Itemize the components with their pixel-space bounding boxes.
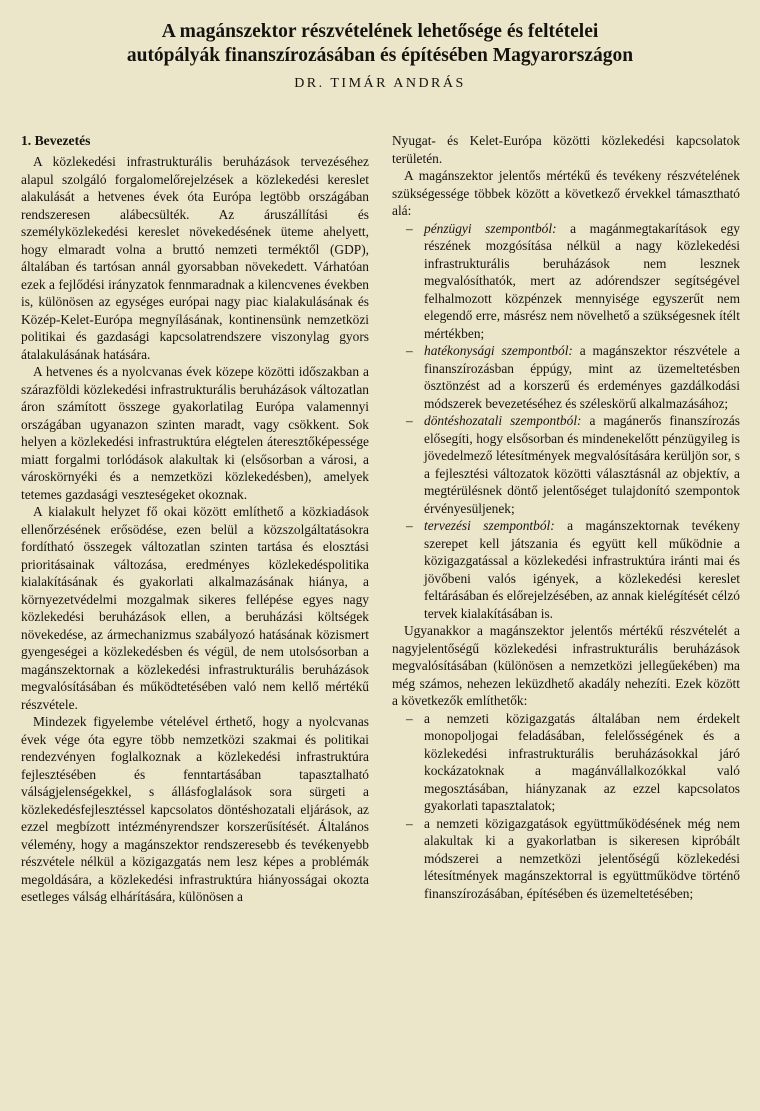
list-dash: – xyxy=(406,518,413,533)
article-title xyxy=(40,20,720,68)
list-item xyxy=(392,412,740,517)
list-item xyxy=(392,220,740,343)
right-column xyxy=(392,132,740,902)
list-dash: – xyxy=(406,413,413,428)
paragraph: A hetvenes és a nyolcvanas évek közepe közötti időszakban a szárazföldi közlekedési infrastrukturális beruházások változatlan áron számított összege gyakorlatilag Európa valamennyi országában ugyanazon szinten maradt, vagy csökkent. Sok helyen a közlekedési infrastruktúra elégtelen áteresztőképessége miatt forgalmi torlódások alakultak ki (elsősorban a városi, a városkörnyéki és a nemzetközi közlekedésben), amelyek tetemes gazdasági veszteségeket okoznak. xyxy=(21,364,369,502)
author: DR. TIMÁR ANDRÁS xyxy=(294,76,466,91)
argument-text: a magánerős finanszírozás elősegíti, hogy elsősorban és mindenekelőtt pénzügyileg is jövedelmező létesítmények megvalósítására kerüljön sor, s a fejlesztési változatok közötti választásnál az objektív, a megtérülésnek döntő jelentőséget tulajdonító szempontok érvényesüljenek; xyxy=(424,413,740,516)
list-dash: – xyxy=(406,710,413,726)
argument-text: a magánmegtakarítások egy részének mozgósítása nélkül a nagy közlekedési infrastrukturális beruházások nem lesznek megvalósíthatók, mert az adórendszer segítségével felhalmozott közpénzek mennyisége egyszerűt nem elegendő erre, másrész nem növelhető a szükségesnek ítélt mértékben; xyxy=(424,220,740,341)
list-dash: – xyxy=(406,815,413,831)
list-dash: – xyxy=(406,220,413,236)
argument-label: hatékonysági szempontból: xyxy=(424,343,573,358)
paragraph: Ugyanakkor a magánszektor jelentős mértékű részvételét a nagyjelentőségű közlekedési infrastrukturális beruházások megvalósításában (különösen a nemzetközi jellegűekében) ma még számos, nehezen leküzdhető akadály nehezíti. Ezek között a következők említhetők: xyxy=(392,623,740,708)
paragraph: A magánszektor jelentős mértékű és tevékeny részvételének szükségessége többek között a következő érvekkel támasztható alá: xyxy=(392,168,740,218)
list-dash: – xyxy=(406,343,413,358)
obstacle-text: a nemzeti közigazgatás általában nem érdekelt monopoljogai feladásában, felelősségének és a közlekedési infrastrukturális beruházásokkal járó kockázatoknak a magánvállalkozókkal való megosztásában, hiányzanak az ezzel kapcsolatos gyakorlati tapasztalatok; xyxy=(424,710,740,813)
list-item xyxy=(392,342,740,412)
argument-label: döntéshozatali szempontból: xyxy=(424,413,582,428)
obstacles-list xyxy=(392,710,740,903)
section-heading: 1. Bevezetés xyxy=(21,133,91,148)
arguments-list xyxy=(392,220,740,623)
list-item xyxy=(392,710,740,815)
argument-label: tervezési szempontból: xyxy=(424,518,555,533)
argument-text: a magánszektor részvétele a finanszírozásban éppúgy, mint az üzemeltetésben ösztönzést ad a korszerű és erdeményes gazdálkodási módszerek bevezetéséhez és széleskörű alkalmazásához; xyxy=(424,343,740,411)
title-line-1: A magánszektor részvételének lehetősége és feltételei xyxy=(161,21,599,42)
paragraph: A közlekedési infrastrukturális beruházások tervezéséhez alapul szolgáló forgalomelőrejelzések a közlekedési kereslet alakulását a hetvenes évek óta Európa legtöbb országában rendszeresen alábecsülték. Az áruszállítási és személyközlekedési kereslet növekedésének üteme ahelyett, hogy elmaradt volna a bruttó nemzeti terméktől (GDP), általában és tartósan annál gyorsabban növekedett. Várhatóan ezek a fejlődési irányzatok fennmaradnak a kilencvenes években is, különösen az egységes európai nagy piac kialakulásának és Közép-Kelet-Európa megnyílásának, kontinensünk nemzetközi politikai és gazdasági kapcsolatrendszere viszonylag gyors átalakulásának hatására. xyxy=(21,154,369,362)
left-column xyxy=(21,132,369,906)
argument-text: a magánszektornak tevékeny szerepet kell játszania és együtt kell működnie a közigazgatással a közlekedési infrastruktúra iránti mai és jövőbeni valós igények, a közlekedési kereslet feltárásában és előrejelzésében, az annak kielégítését célzó tervek kialakításában is. xyxy=(424,518,740,621)
paragraph: A kialakult helyzet fő okai között említhető a közkiadások ellenőrzésének erősödése, ezen belül a közszolgáltatásokra fordítható összegek változatlan szinten tartása és elosztási prioritásainak változása, eredményes közlekedéspolitika kialakításának és gyakorlati alkalmazásának hiánya, a környezetvédelmi mozgalmak sikeres fellépése egyes nagy közlekedési beruházások ellen, a beruházási költségek növekedése, az ármechanizmus szabályozó hatásának közismert gyengeségei a közlekedésben és végül, de nem utolsósorban a magánszektornak a közlekedési infrastrukturális beruházások megvalósításában és működtetésében való nem kellő mértékű részvétele. xyxy=(21,504,369,712)
paragraph: Mindezek figyelembe vételével érthető, hogy a nyolcvanas évek vége óta egyre több nemzetközi szakmai és politikai rendezvényen foglalkoznak a közlekedési infrastruktúra fejlesztésében és fenntartásában tapasztalható válságjelenségekkel, s állásfoglalások sora sürgeti a közlekedésfejlesztéssel kapcsolatos döntéshozatali eljárások, az ezzel megbízott intézményrendszer korszerűsítését. Általános vélemény, hogy a magánszektor rendszeresebb és tevékenyebb részvétele nélkül a közigazgatás nem lesz képes a problémák megoldására, a közlekedési infrastruktúra hiányosságai okozta esetleges válság elhárítására, különösen a xyxy=(21,714,369,904)
paragraph-continuation: Nyugat- és Kelet-Európa közötti közlekedési kapcsolatok területén. xyxy=(392,133,740,166)
title-line-2: autópályák finanszírozásában és építésében Magyarországon xyxy=(126,45,634,66)
list-item xyxy=(392,815,740,903)
obstacle-text: a nemzeti közigazgatások együttműködésének még nem alakultak ki a gyakorlatban is sikeresen kipróbált módszerei a nemzetközi jelentőségű közlekedési létesítmények magánszektorral is együttműködve történő finanszírozásában, építésében és üzemeltetésében; xyxy=(424,815,740,901)
list-item xyxy=(392,517,740,622)
argument-label: pénzügyi szempontból: xyxy=(424,220,557,236)
